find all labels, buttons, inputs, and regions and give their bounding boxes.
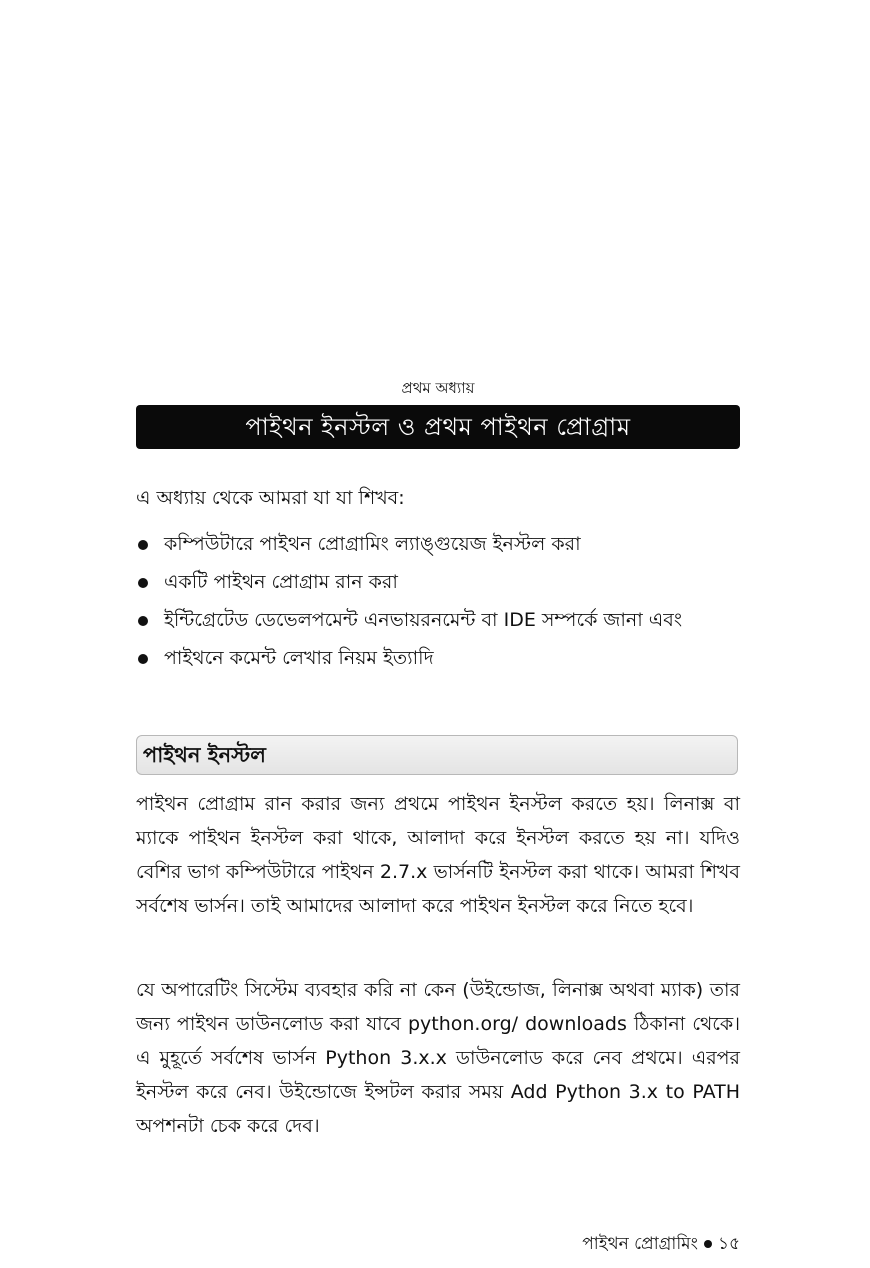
page-number: ১৫ [717,1234,740,1254]
list-item-text: একটি পাইথন প্রোগ্রাম রান করা [164,571,398,593]
list-item [136,527,740,561]
page-footer [582,1233,740,1255]
footer-separator-icon [704,1240,712,1248]
body-paragraph: যে অপারেটিং সিস্টেম ব্যবহার করি না কেন (উইন্ডোজ, লিনাক্স অথবা ম্যাক) তার জন্য পাইথন ডাউনলোড করা যাবে python.org/ downloads ঠিকানা থেকে। এ মুহূর্তে সর্বশেষ ভার্সন Python 3.x.x ডাউনলোড করে নেব প্রথমে। এরপর ইনস্টল করে নেব। উইন্ডোজে ইন্সটল করার সময় Add Python 3.x to PATH অপশনটা চেক করে দেব। [136,979,740,1137]
section-title: পাইথন ইনস্টল [143,743,266,767]
chapter-label: প্রথম অধ্যায় [401,379,475,397]
list-item-text: ইন্টিগ্রেটেড ডেভেলপমেন্ট এনভায়রনমেন্ট বা IDE সম্পর্কে জানা এবং [164,609,683,631]
section-heading-box [136,735,738,775]
footer-book-title: পাইথন প্রোগ্রামিং [582,1234,698,1254]
bullet-icon [138,654,148,664]
list-item [136,603,740,637]
chapter-title: পাইথন ইনস্টল ও প্রথম পাইথন প্রোগ্রাম [245,413,631,441]
learning-objectives-list [136,527,740,679]
chapter-title-bar [136,405,740,449]
chapter-intro: এ অধ্যায় থেকে আমরা যা যা শিখব: [136,487,405,509]
bullet-icon [138,578,148,588]
list-item-text: পাইথনে কমেন্ট লেখার নিয়ম ইত্যাদি [164,647,434,669]
list-item [136,641,740,675]
bullet-icon [138,616,148,626]
bullet-icon [138,540,148,550]
list-item [136,565,740,599]
body-paragraph: পাইথন প্রোগ্রাম রান করার জন্য প্রথমে পাইথন ইনস্টল করতে হয়। লিনাক্স বা ম্যাকে পাইথন ইনস্টল করা থাকে, আলাদা করে ইনস্টল করতে হয় না। যদিও বেশির ভাগ কম্পিউটারে পাইথন 2.7.x ভার্সনটি ইনস্টল করা থাকে। আমরা শিখব সর্বশেষ ভার্সন। তাই আমাদের আলাদা করে পাইথন ইনস্টল করে নিতে হবে। [136,793,740,917]
list-item-text: কম্পিউটারে পাইথন প্রোগ্রামিং ল্যাঙ্গুয়েজ ইনস্টল করা [164,533,581,555]
book-page [136,0,740,1268]
